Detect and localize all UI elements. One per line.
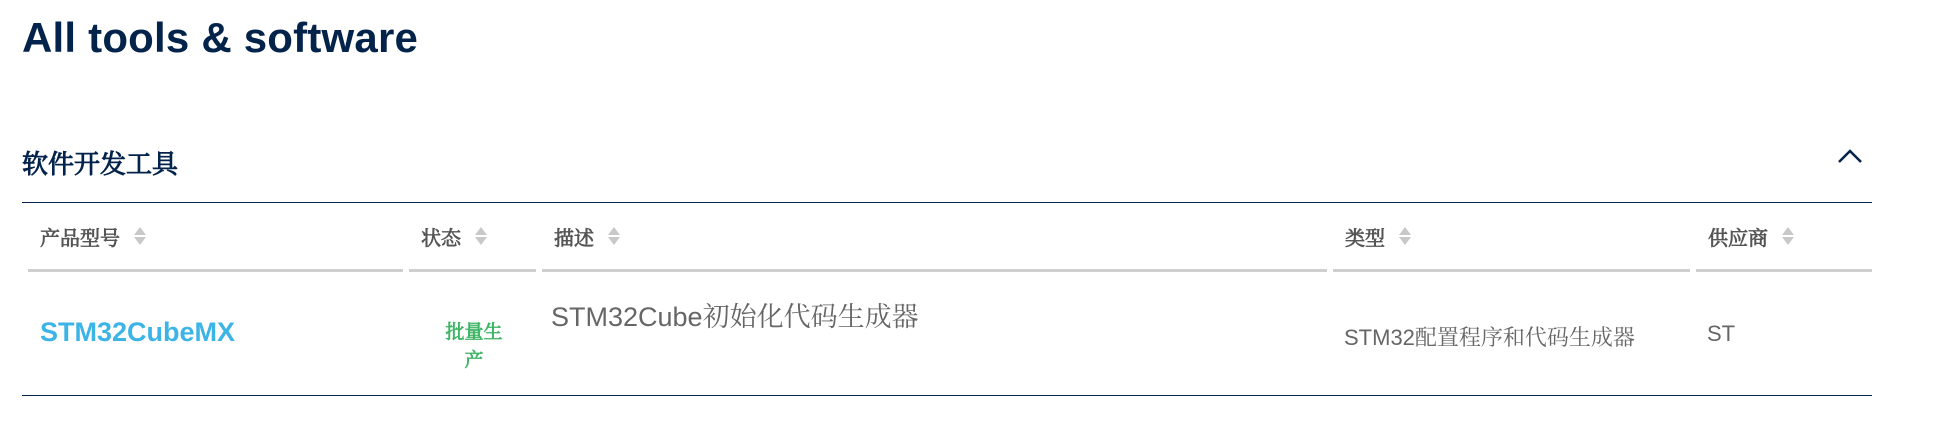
chevron-up-icon bbox=[1836, 147, 1864, 165]
column-header-label: 类型 bbox=[1345, 227, 1385, 250]
description-text: STM32Cube初始化代码生成器 bbox=[551, 302, 919, 332]
column-header-label: 供应商 bbox=[1708, 227, 1768, 250]
page-title: All tools & software bbox=[22, 14, 419, 61]
column-header-vendor[interactable] bbox=[1696, 203, 1872, 272]
column-header-description[interactable] bbox=[542, 203, 1327, 272]
column-header-label: 状态 bbox=[421, 227, 461, 250]
product-link[interactable]: STM32CubeMX bbox=[40, 317, 236, 347]
sort-icon bbox=[1782, 227, 1794, 245]
section-header bbox=[22, 130, 1870, 202]
column-header-label: 描述 bbox=[554, 227, 594, 250]
sort-icon bbox=[608, 227, 620, 245]
status-badge: 批量生产 bbox=[445, 322, 503, 371]
type-text: STM32配置程序和代码生成器 bbox=[1344, 325, 1635, 350]
tools-table bbox=[22, 202, 1872, 396]
sort-icon bbox=[475, 227, 487, 245]
column-header-product[interactable] bbox=[28, 203, 403, 272]
collapse-section-button[interactable] bbox=[1830, 136, 1870, 176]
table-row bbox=[22, 273, 1872, 396]
table-header bbox=[22, 203, 1872, 273]
column-header-label: 产品型号 bbox=[40, 227, 120, 250]
column-header-status[interactable] bbox=[409, 203, 536, 272]
column-header-type[interactable] bbox=[1333, 203, 1690, 272]
sort-icon bbox=[1399, 227, 1411, 245]
sort-icon bbox=[134, 227, 146, 245]
section-title: 软件开发工具 bbox=[22, 149, 179, 179]
vendor-text: ST bbox=[1707, 321, 1736, 346]
